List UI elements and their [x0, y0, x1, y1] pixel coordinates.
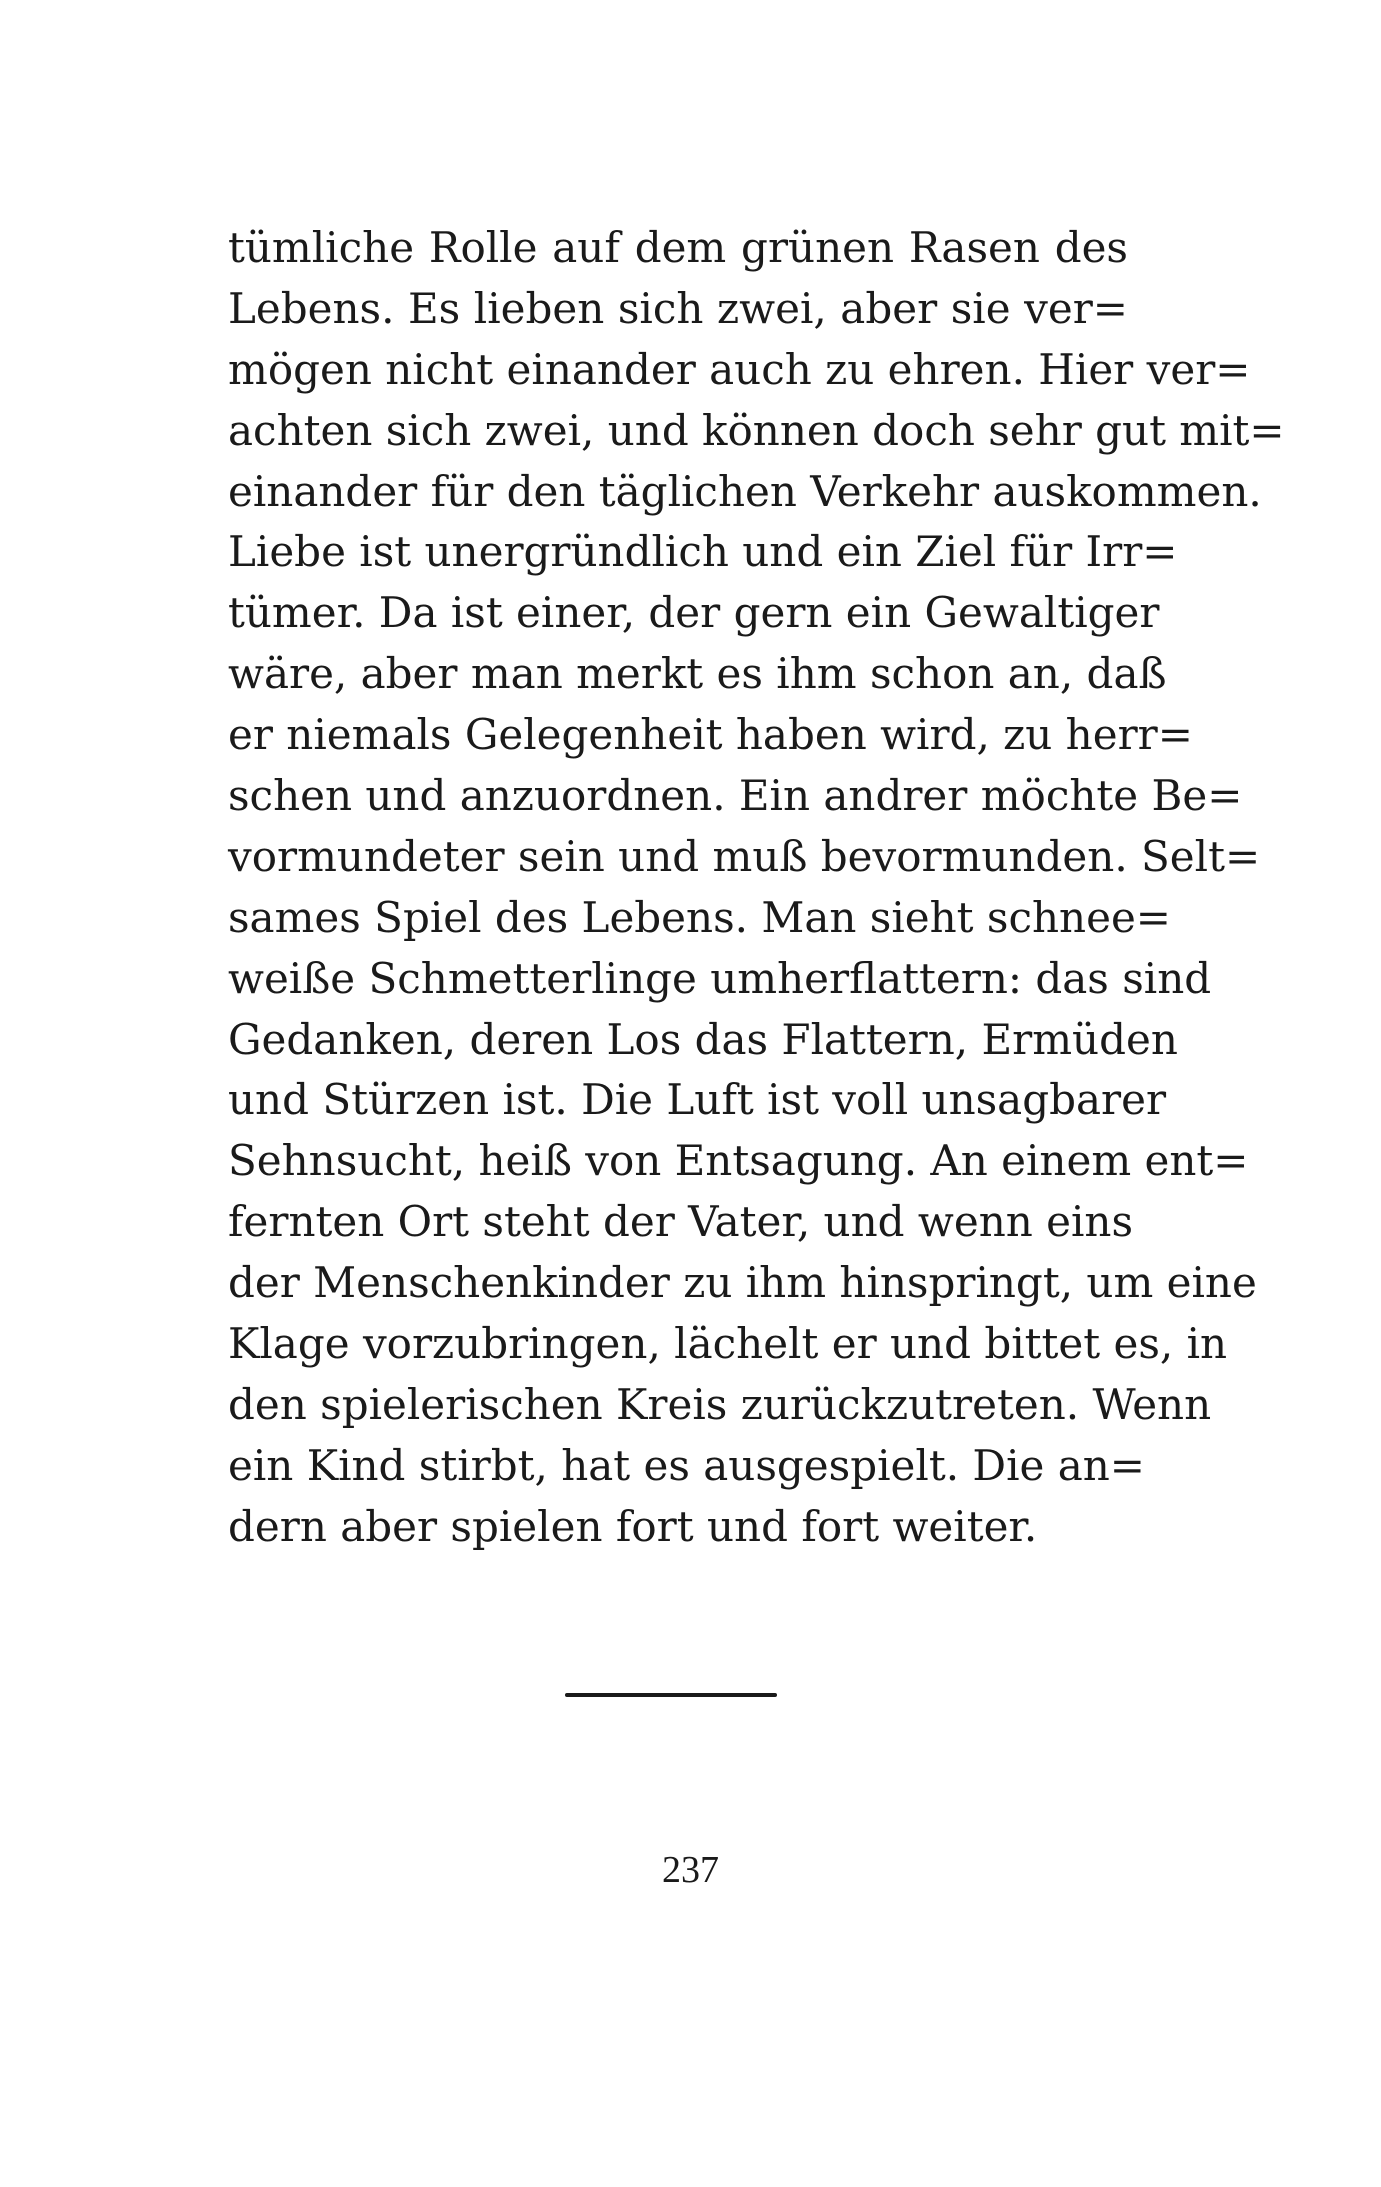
text-line: Liebe ist unergründlich und ein Ziel für Irr=	[228, 527, 1178, 577]
text-line: ein Kind stirbt, hat es ausgespielt. Die an=	[228, 1440, 1145, 1490]
text-line: weiße Schmetterlinge umherflattern: das sind	[228, 953, 1212, 1003]
text-line: vormundeter sein und muß bevormunden. Selt=	[228, 831, 1261, 881]
text-line: achten sich zwei, und können doch sehr gut mit=	[228, 405, 1285, 455]
text-line: mögen nicht einander auch zu ehren. Hier ver=	[228, 344, 1251, 394]
page-number: 237	[662, 1849, 719, 1891]
text-line: sames Spiel des Lebens. Man sieht schnee=	[228, 892, 1171, 942]
text-line: und Stürzen ist. Die Luft ist voll unsagbarer	[228, 1075, 1167, 1125]
text-line: Gedanken, deren Los das Flattern, Ermüden	[228, 1014, 1178, 1064]
text-line: wäre, aber man merkt es ihm schon an, daß	[228, 649, 1167, 699]
text-line: tümliche Rolle auf dem grünen Rasen des	[228, 223, 1128, 272]
text-line: schen und anzuordnen. Ein andrer möchte Be=	[228, 771, 1243, 821]
text-line: einander für den täglichen Verkehr auskommen.	[228, 466, 1262, 516]
body-text	[228, 218, 1285, 1558]
text-line: der Menschenkinder zu ihm hinspringt, um eine	[228, 1258, 1257, 1308]
text-line-last: dern aber spielen fort und fort weiter.	[228, 1501, 1038, 1551]
text-line: er niemals Gelegenheit haben wird, zu herr=	[228, 710, 1193, 760]
text-line: den spielerischen Kreis zurückzutreten. Wenn	[228, 1379, 1212, 1429]
text-line: Klage vorzubringen, lächelt er und bittet es, in	[228, 1319, 1228, 1369]
text-line: Lebens. Es lieben sich zwei, aber sie ver=	[228, 283, 1128, 333]
text-line: Sehnsucht, heiß von Entsagung. An einem ent=	[228, 1136, 1249, 1186]
text-line: tümer. Da ist einer, der gern ein Gewaltiger	[228, 588, 1160, 638]
section-end-rule	[565, 1693, 777, 1697]
text-line: fernten Ort steht der Vater, und wenn eins	[228, 1197, 1134, 1247]
